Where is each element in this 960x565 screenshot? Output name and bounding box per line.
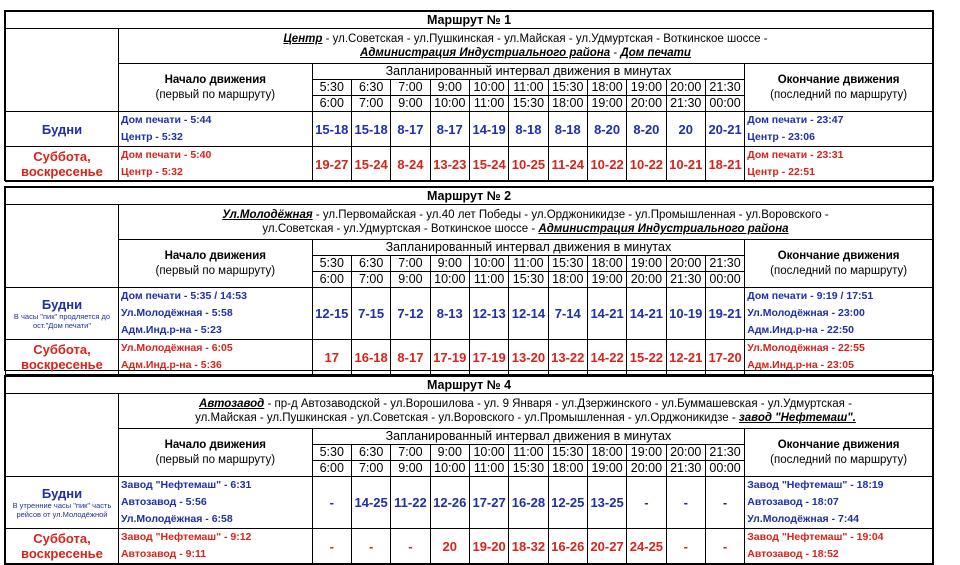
weekend-interval: 20 [430, 529, 469, 564]
first-departure: Ул.Молодёжная - 6:58 [120, 513, 233, 525]
route-path [118, 394, 932, 429]
time-from: 9:00 [430, 256, 469, 272]
weekend-interval: 10-22 [587, 147, 626, 182]
time-from: 19:00 [627, 256, 666, 272]
weekend-label-line-1: Суббота, [33, 149, 91, 164]
time-to: 10:00 [430, 461, 469, 477]
weekend-label-line-1: Суббота, [33, 531, 91, 546]
route-path-text: ул.Советская - ул.Удмуртская - Воткинское шоссе - [262, 223, 539, 235]
weekend-last-departures [745, 147, 933, 182]
weekend-interval: 8-24 [391, 147, 430, 182]
last-departure: Дом печати - 23:47 [747, 114, 844, 126]
weekend-interval: 20-27 [587, 529, 626, 564]
weekend-interval: - [312, 529, 351, 564]
time-to: 19:00 [587, 461, 626, 477]
route-path-line-1 [119, 32, 932, 47]
weekend-interval: 17 [312, 340, 351, 375]
weekend-interval: 16-26 [548, 529, 587, 564]
first-departure: Дом печати - 5:44 [120, 114, 212, 126]
weekday-first-departures [118, 477, 312, 529]
time-from: 21:30 [705, 80, 744, 96]
weekday-interval: 14-21 [627, 288, 666, 340]
time-from: 11:00 [509, 445, 548, 461]
time-from: 5:30 [312, 80, 351, 96]
weekday-interval: 12-14 [509, 288, 548, 340]
end-header [745, 429, 933, 477]
weekend-interval: 12-21 [666, 340, 705, 375]
time-from: 7:00 [391, 445, 430, 461]
time-to: 6:00 [312, 96, 351, 112]
weekend-interval: 13-22 [548, 340, 587, 375]
end-header-sub: (последний по маршруту) [770, 88, 908, 101]
last-departure: Завод "Нефтемаш" - 19:04 [747, 531, 884, 543]
route-path-line-2 [119, 222, 932, 237]
route-title: Маршрут № 2 [6, 188, 933, 205]
time-to: 00:00 [705, 96, 744, 112]
weekday-interval: 20-21 [705, 112, 744, 147]
route-title: Маршрут № 1 [6, 12, 933, 29]
route-stop-highlight: Автозавод [199, 397, 265, 410]
time-to: 15:30 [509, 96, 548, 112]
time-to: 19:00 [587, 272, 626, 288]
path-spacer [6, 205, 119, 240]
path-spacer [6, 29, 119, 64]
time-to: 9:00 [391, 272, 430, 288]
route-path-line-1 [119, 208, 932, 223]
weekday-interval: 7-12 [391, 288, 430, 340]
last-departure: Автозавод - 18:07 [747, 496, 839, 508]
route-path-text: - ул.Советская - ул.Пушкинская - ул.Майская - ул.Удмуртская - Воткинское шоссе - [322, 32, 768, 45]
last-departure: Адм.Инд.р-на - 22:50 [747, 324, 854, 336]
time-from: 21:30 [705, 256, 744, 272]
weekend-interval: 15-22 [627, 340, 666, 375]
weekend-label [6, 147, 119, 182]
weekday-interval: 7-14 [548, 288, 587, 340]
time-to: 11:00 [469, 461, 508, 477]
weekday-interval: 8-17 [430, 112, 469, 147]
start-header [118, 240, 312, 288]
path-spacer [6, 394, 119, 429]
time-to: 20:00 [627, 461, 666, 477]
weekend-label-line-2: воскресенье [21, 164, 103, 179]
weekend-interval: 15-24 [469, 147, 508, 182]
end-header-title: Окончание движения [777, 249, 900, 262]
weekday-last-departures [745, 112, 933, 147]
weekend-interval: 14-22 [587, 340, 626, 375]
route-stop-highlight: Центр [283, 32, 323, 45]
route-grid [5, 376, 933, 564]
time-from: 9:00 [430, 80, 469, 96]
weekday-interval: 20 [666, 112, 705, 147]
weekday-label-text: Будни [41, 486, 83, 501]
weekend-interval: - [391, 529, 430, 564]
start-header [118, 64, 312, 112]
route-path-line-2 [119, 46, 932, 61]
time-to: 15:30 [509, 461, 548, 477]
time-from: 18:00 [587, 256, 626, 272]
weekend-first-departures [118, 340, 312, 375]
weekend-interval: 13-20 [509, 340, 548, 375]
weekend-interval: 11-24 [548, 147, 587, 182]
end-header-title: Окончание движения [777, 73, 900, 86]
time-from: 10:00 [469, 80, 508, 96]
weekday-interval: 12-15 [312, 288, 351, 340]
weekday-note: В часы "пик" продляется до ост."Дом печати" [13, 312, 111, 330]
weekend-interval: - [666, 529, 705, 564]
start-header-title: Начало движения [164, 73, 267, 86]
weekday-label-text: Будни [41, 121, 83, 137]
weekday-interval: 8-18 [548, 112, 587, 147]
weekend-last-departures [745, 529, 933, 564]
start-header-sub: (первый по маршруту) [155, 453, 276, 466]
interval-header: Запланированный интервал движения в минутах [312, 240, 745, 256]
route-path-line-2 [119, 411, 932, 426]
weekday-interval: 12-26 [430, 477, 469, 529]
start-header-sub: (первый по маршруту) [155, 264, 276, 277]
weekday-interval: - [705, 477, 744, 529]
weekend-interval: 18-21 [705, 147, 744, 182]
end-header [745, 240, 933, 288]
end-header-sub: (последний по маршруту) [770, 453, 908, 466]
last-departure: Центр - 23:06 [747, 131, 815, 143]
last-departure: Дом печати - 9:19 / 17:51 [747, 290, 874, 302]
route-path-text: - ул.Первомайская - ул.40 лет Победы - ул.Орджоникидзе - ул.Промышленная - ул.Воровского - [312, 208, 829, 221]
weekday-interval: 8-20 [587, 112, 626, 147]
time-to: 7:00 [351, 461, 390, 477]
first-departure: Ул.Молодёжная - 6:05 [120, 342, 233, 354]
weekday-label [6, 112, 119, 147]
time-to: 6:00 [312, 461, 351, 477]
start-header [118, 429, 312, 477]
first-departure: Адм.Инд.р-на - 5:23 [120, 324, 222, 336]
header-spacer [6, 64, 119, 112]
weekend-interval: 17-19 [469, 340, 508, 375]
route-grid [5, 187, 933, 375]
first-departure: Дом печати - 5:40 [120, 149, 212, 161]
first-departure: Завод "Нефтемаш" - 6:31 [120, 479, 252, 491]
end-header-sub: (последний по маршруту) [770, 264, 908, 277]
weekend-label [6, 529, 119, 564]
time-to: 6:00 [312, 272, 351, 288]
weekday-interval: 14-25 [351, 477, 390, 529]
weekday-label [6, 288, 119, 340]
interval-header: Запланированный интервал движения в минутах [312, 429, 745, 445]
first-departure: Ул.Молодёжная - 5:58 [120, 307, 233, 319]
weekend-interval: 8-17 [391, 340, 430, 375]
weekend-interval: 17-19 [430, 340, 469, 375]
weekend-interval: 17-20 [705, 340, 744, 375]
start-header-title: Начало движения [164, 249, 267, 262]
time-from: 11:00 [509, 80, 548, 96]
weekend-interval: 10-22 [627, 147, 666, 182]
interval-header: Запланированный интервал движения в минутах [312, 64, 745, 80]
route-stop-highlight: Администрация Индустриального района [538, 223, 789, 235]
time-to: 18:00 [548, 272, 587, 288]
time-from: 6:30 [351, 256, 390, 272]
weekday-last-departures [745, 288, 933, 340]
last-departure: Ул.Молодёжная - 7:44 [747, 513, 860, 525]
time-to: 18:00 [548, 461, 587, 477]
weekend-first-departures [118, 529, 312, 564]
time-to: 11:00 [469, 272, 508, 288]
weekday-interval: 14-19 [469, 112, 508, 147]
weekend-label-line-1: Суббота, [33, 342, 91, 357]
last-departure: Завод "Нефтемаш" - 18:19 [747, 479, 884, 491]
route-stop-highlight: завод "Нефтемаш". [738, 412, 856, 424]
route-stop-highlight: Ул.Молодёжная [222, 208, 313, 221]
route-stop-highlight: Дом печати [620, 47, 691, 59]
weekend-interval: 19-20 [469, 529, 508, 564]
first-departure: Адм.Инд.р-на - 5:36 [120, 359, 222, 371]
weekday-interval: 16-28 [509, 477, 548, 529]
time-to: 7:00 [351, 272, 390, 288]
weekend-interval: - [705, 529, 744, 564]
time-to: 9:00 [391, 461, 430, 477]
time-to: 7:00 [351, 96, 390, 112]
route-path-text: ул.Майская - ул.Пушкинская - ул.Советская - ул.Воровского - ул.Промышленная - ул.Орджоникидзе - [195, 412, 739, 424]
time-from: 20:00 [666, 80, 705, 96]
time-to: 18:00 [548, 96, 587, 112]
start-header-title: Начало движения [164, 438, 267, 451]
time-from: 10:00 [469, 256, 508, 272]
time-to: 9:00 [391, 96, 430, 112]
first-departure: Центр - 5:32 [120, 166, 183, 178]
time-to: 20:00 [627, 272, 666, 288]
route-path-text: - [610, 47, 621, 59]
time-to: 00:00 [705, 461, 744, 477]
first-departure: Завод "Нефтемаш" - 9:12 [120, 531, 252, 543]
first-departure: Автозавод - 5:56 [120, 496, 207, 508]
end-header-title: Окончание движения [777, 438, 900, 451]
first-departure: Центр - 5:32 [120, 131, 183, 143]
route-table-2 [4, 186, 934, 371]
weekday-interval: 10-19 [666, 288, 705, 340]
time-to: 10:00 [430, 272, 469, 288]
weekday-interval: 8-18 [509, 112, 548, 147]
weekday-interval: - [627, 477, 666, 529]
time-from: 7:00 [391, 256, 430, 272]
weekday-interval: - [312, 477, 351, 529]
last-departure: Ул.Молодёжная - 23:00 [747, 307, 865, 319]
time-to: 21:30 [666, 461, 705, 477]
weekend-first-departures [118, 147, 312, 182]
weekday-interval: 7-15 [351, 288, 390, 340]
route-table-3 [4, 375, 934, 565]
time-from: 9:00 [430, 445, 469, 461]
time-from: 5:30 [312, 445, 351, 461]
last-departure: Адм.Инд.р-на - 23:05 [747, 359, 854, 371]
weekday-interval: 15-18 [312, 112, 351, 147]
weekday-interval: 8-20 [627, 112, 666, 147]
weekday-label-text: Будни [41, 297, 83, 312]
weekday-interval: 12-25 [548, 477, 587, 529]
time-from: 11:00 [509, 256, 548, 272]
weekend-last-departures [745, 340, 933, 375]
start-header-sub: (первый по маршруту) [155, 88, 276, 101]
time-from: 15:30 [548, 256, 587, 272]
weekday-interval: 12-13 [469, 288, 508, 340]
last-departure: Дом печати - 23:31 [747, 149, 844, 161]
time-to: 21:30 [666, 96, 705, 112]
time-from: 6:30 [351, 445, 390, 461]
time-to: 11:00 [469, 96, 508, 112]
time-from: 7:00 [391, 80, 430, 96]
header-spacer [6, 429, 119, 477]
weekend-interval: 15-24 [351, 147, 390, 182]
time-from: 5:30 [312, 256, 351, 272]
weekday-interval: 11-22 [391, 477, 430, 529]
time-from: 20:00 [666, 256, 705, 272]
weekend-interval: 10-25 [509, 147, 548, 182]
weekday-interval: 8-13 [430, 288, 469, 340]
time-from: 15:30 [548, 445, 587, 461]
weekend-label-line-2: воскресенье [21, 546, 103, 561]
weekend-interval: 13-23 [430, 147, 469, 182]
weekday-label [6, 477, 119, 529]
time-to: 10:00 [430, 96, 469, 112]
end-header [745, 64, 933, 112]
last-departure: Ул.Молодёжная - 22:55 [747, 342, 865, 354]
time-from: 15:30 [548, 80, 587, 96]
time-from: 18:00 [587, 80, 626, 96]
route-table-1 [4, 10, 934, 181]
time-from: 20:00 [666, 445, 705, 461]
route-title: Маршрут № 4 [6, 377, 933, 394]
weekend-interval: 16-18 [351, 340, 390, 375]
route-path-text: - пр-д Автозаводской - ул.Ворошилова - ул. 9 Января - ул.Дзержинского - ул.Буммашевская - ул.Удмуртская - [264, 397, 852, 410]
time-from: 19:00 [627, 445, 666, 461]
time-to: 15:30 [509, 272, 548, 288]
weekday-interval: 13-25 [587, 477, 626, 529]
last-departure: Автозавод - 18:52 [747, 548, 839, 560]
weekday-interval: - [666, 477, 705, 529]
weekend-interval: 10-21 [666, 147, 705, 182]
route-stop-highlight: Администрация Индустриального района [360, 47, 611, 59]
time-to: 21:30 [666, 272, 705, 288]
weekday-first-departures [118, 112, 312, 147]
weekend-interval: 24-25 [627, 529, 666, 564]
weekend-interval: - [351, 529, 390, 564]
time-from: 19:00 [627, 80, 666, 96]
route-path [118, 205, 932, 240]
time-to: 19:00 [587, 96, 626, 112]
weekday-interval: 14-21 [587, 288, 626, 340]
weekday-interval: 8-17 [391, 112, 430, 147]
time-from: 10:00 [469, 445, 508, 461]
time-from: 6:30 [351, 80, 390, 96]
route-path-line-1 [119, 397, 932, 412]
weekday-interval: 17-27 [469, 477, 508, 529]
header-spacer [6, 240, 119, 288]
weekday-last-departures [745, 477, 933, 529]
time-from: 21:30 [705, 445, 744, 461]
weekday-note: В утренние часы "пик" часть рейсов от ул.Молодёжной [12, 501, 112, 519]
weekend-interval: 18-32 [509, 529, 548, 564]
weekday-interval: 19-21 [705, 288, 744, 340]
time-from: 18:00 [587, 445, 626, 461]
first-departure: Дом печати - 5:35 / 14:53 [120, 290, 247, 302]
weekend-label [6, 340, 119, 375]
route-grid [5, 11, 933, 182]
time-to: 00:00 [705, 272, 744, 288]
last-departure: Центр - 22:51 [747, 166, 815, 178]
time-to: 20:00 [627, 96, 666, 112]
first-departure: Автозавод - 9:11 [120, 548, 207, 560]
route-path [118, 29, 932, 64]
weekday-first-departures [118, 288, 312, 340]
weekend-label-line-2: воскресенье [21, 357, 103, 372]
weekday-interval: 15-18 [351, 112, 390, 147]
weekend-interval: 19-27 [312, 147, 351, 182]
